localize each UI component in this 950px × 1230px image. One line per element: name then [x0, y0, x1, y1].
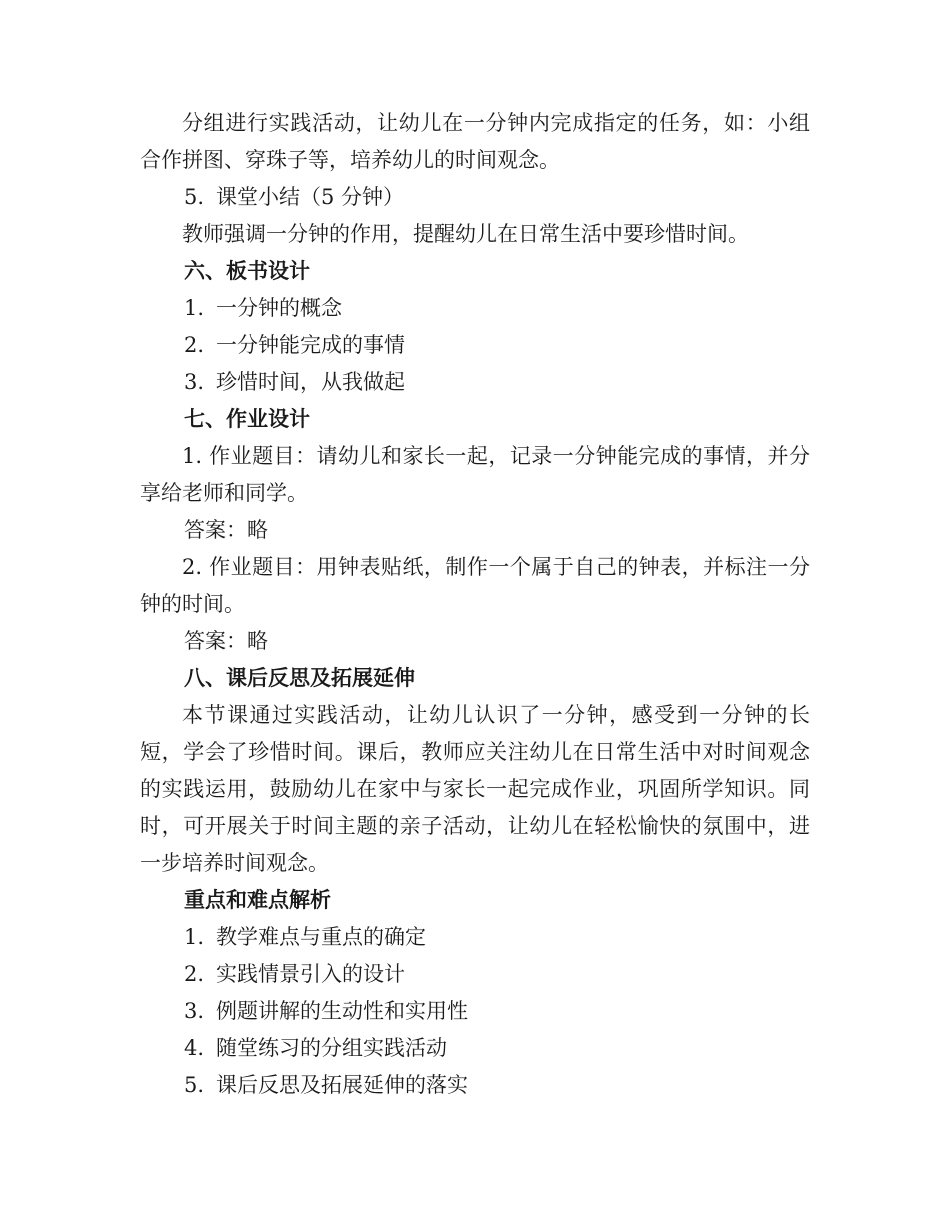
answer-1: 答案：略 — [184, 518, 268, 542]
section-heading-reflection: 八、课后反思及拓展延伸 — [184, 666, 415, 690]
document-body — [140, 105, 810, 1104]
section-heading-key-points: 重点和难点解析 — [184, 888, 331, 912]
list-item — [140, 290, 810, 327]
list-text: 教学难点与重点的确定 — [216, 925, 426, 949]
paragraph-reflection: 本节课通过实践活动，让幼儿认识了一分钟，感受到一分钟的长短，学会了珍惜时间。课后，教师应关注幼儿在日常生活中对时间观念的实践运用，鼓励幼儿在家中与家长一起完成作业，巩固所学知识。同时，可开展关于时间主题的亲子活动，让幼儿在轻松愉快的氛围中，进一步培养时间观念。 — [140, 703, 810, 875]
list-number: 5. — [184, 185, 205, 209]
list-item — [140, 919, 810, 956]
list-number: 4. — [184, 1036, 205, 1060]
list-item — [140, 364, 810, 401]
list-number: 1. — [184, 296, 205, 320]
list-text: 实践情景引入的设计 — [216, 962, 405, 986]
list-number: 2. — [184, 333, 205, 357]
list-item — [140, 327, 810, 364]
answer-2: 答案：略 — [184, 629, 268, 653]
list-text: 例题讲解的生动性和实用性 — [216, 999, 468, 1023]
list-item — [140, 993, 810, 1030]
list-number: 1. — [184, 925, 205, 949]
paragraph-homework-1: 1. 作业题目：请幼儿和家长一起，记录一分钟能完成的事情，并分享给老师和同学。 — [140, 444, 810, 505]
list-text: 珍惜时间，从我做起 — [216, 370, 405, 394]
paragraph-homework-2: 2. 作业题目：用钟表贴纸，制作一个属于自己的钟表，并标注一分钟的时间。 — [140, 555, 810, 616]
paragraph-practice-activity: 分组进行实践活动，让幼儿在一分钟内完成指定的任务，如：小组合作拼图、穿珠子等，培养幼儿的时间观念。 — [140, 111, 810, 172]
list-number: 3. — [184, 370, 205, 394]
list-text: 课堂小结（5 分钟） — [216, 185, 405, 209]
list-text: 课后反思及拓展延伸的落实 — [216, 1073, 468, 1097]
list-text: 一分钟能完成的事情 — [216, 333, 405, 357]
list-item-class-summary — [140, 179, 810, 216]
list-text: 随堂练习的分组实践活动 — [216, 1036, 447, 1060]
section-heading-homework-design: 七、作业设计 — [184, 407, 310, 431]
list-item — [140, 1030, 810, 1067]
list-item — [140, 956, 810, 993]
paragraph-teacher-emphasis: 教师强调一分钟的作用，提醒幼儿在日常生活中要珍惜时间。 — [182, 222, 749, 246]
list-item — [140, 1067, 810, 1104]
list-number: 2. — [184, 962, 205, 986]
list-number: 5. — [184, 1073, 205, 1097]
section-heading-board-design: 六、板书设计 — [184, 259, 310, 283]
list-text: 一分钟的概念 — [216, 296, 342, 320]
list-number: 3. — [184, 999, 205, 1023]
